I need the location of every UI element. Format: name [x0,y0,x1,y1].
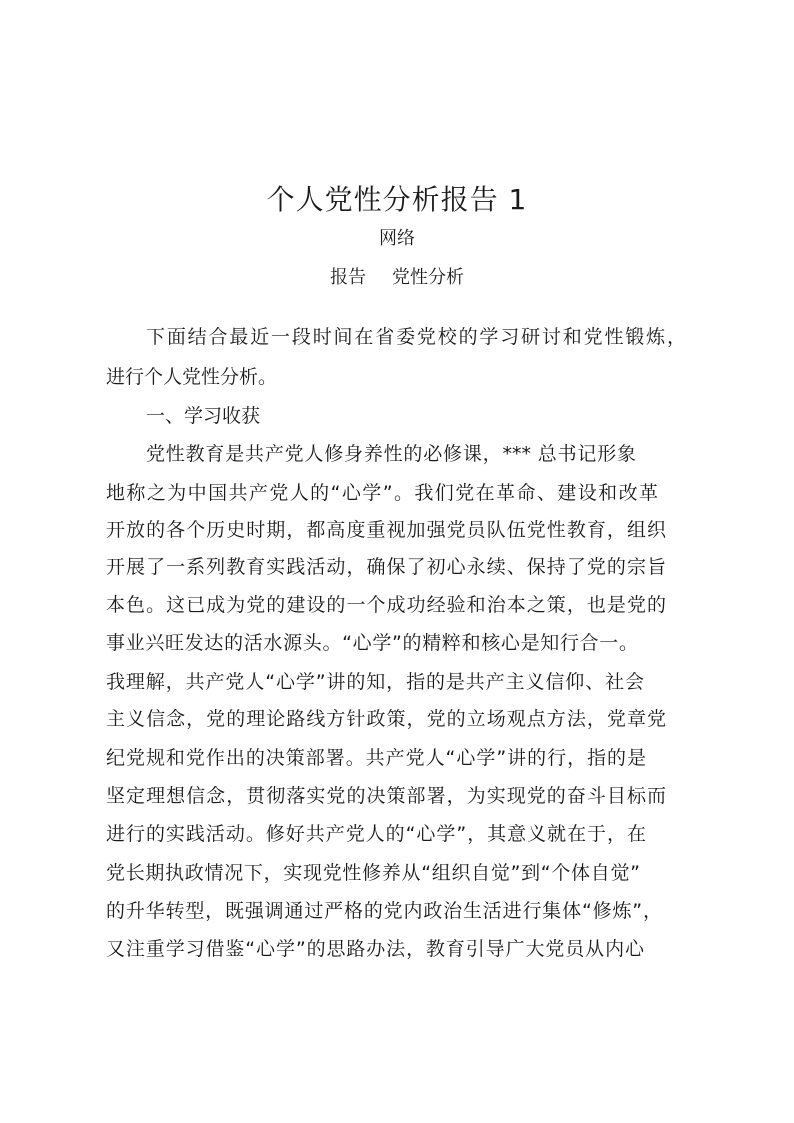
paragraph-line: 地称之为中国共产党人的“心学”。我们党在革命、建设和改革 [106,482,658,504]
paragraph-line: 党长期执政情况下，实现党性修养从“组织自觉”到“个体自觉” [106,862,640,884]
paragraph-line: 党性教育是共产党人修身养性的必修课，*** 总书记形象 [146,443,636,465]
paragraph-line: 坚定理想信念，贯彻落实党的决策部署，为实现党的奋斗目标而 [106,785,666,807]
keyword: 报告 [330,267,366,288]
paragraph-line: 主义信念，党的理论路线方针政策，党的立场观点方法，党章党 [106,708,666,730]
intro-line: 进行个人党性分析。 [106,366,278,388]
document-keywords [0,265,794,291]
paragraph-line: 又注重学习借鉴“心学”的思路办法，教育引导广大党员从内心 [106,938,644,960]
keyword: 党性分析 [392,267,464,288]
paragraph-line: 我理解，共产党人“心学”讲的知，指的是共产主义信仰、社会 [106,671,644,693]
section-heading: 一、学习收获 [146,405,261,427]
paragraph-line: 开放的各个历史时期，都高度重视加强党员队伍党性教育，组织 [106,519,666,541]
paragraph-line: 事业兴旺发达的活水源头。“心学”的精粹和核心是知行合一。 [106,632,638,654]
paragraph-line: 纪党规和党作出的决策部署。共产党人“心学”讲的行，指的是 [106,747,646,769]
paragraph-line: 开展了一系列教育实践活动，确保了初心永续、保持了党的宗旨 [106,556,666,578]
intro-line: 下面结合最近一段时间在省委党校的学习研讨和党性锻炼， [146,326,686,348]
paragraph-line: 的升华转型，既强调通过严格的党内政治生活进行集体“修炼”， [106,900,662,922]
paragraph-line: 进行的实践活动。修好共产党人的“心学”，其意义就在于，在 [106,823,646,845]
document-title: 个人党性分析报告 1 [266,183,528,216]
document-author: 网络 [379,228,415,249]
paragraph-line: 本色。这已成为党的建设的一个成功经验和治本之策，也是党的 [106,594,666,616]
